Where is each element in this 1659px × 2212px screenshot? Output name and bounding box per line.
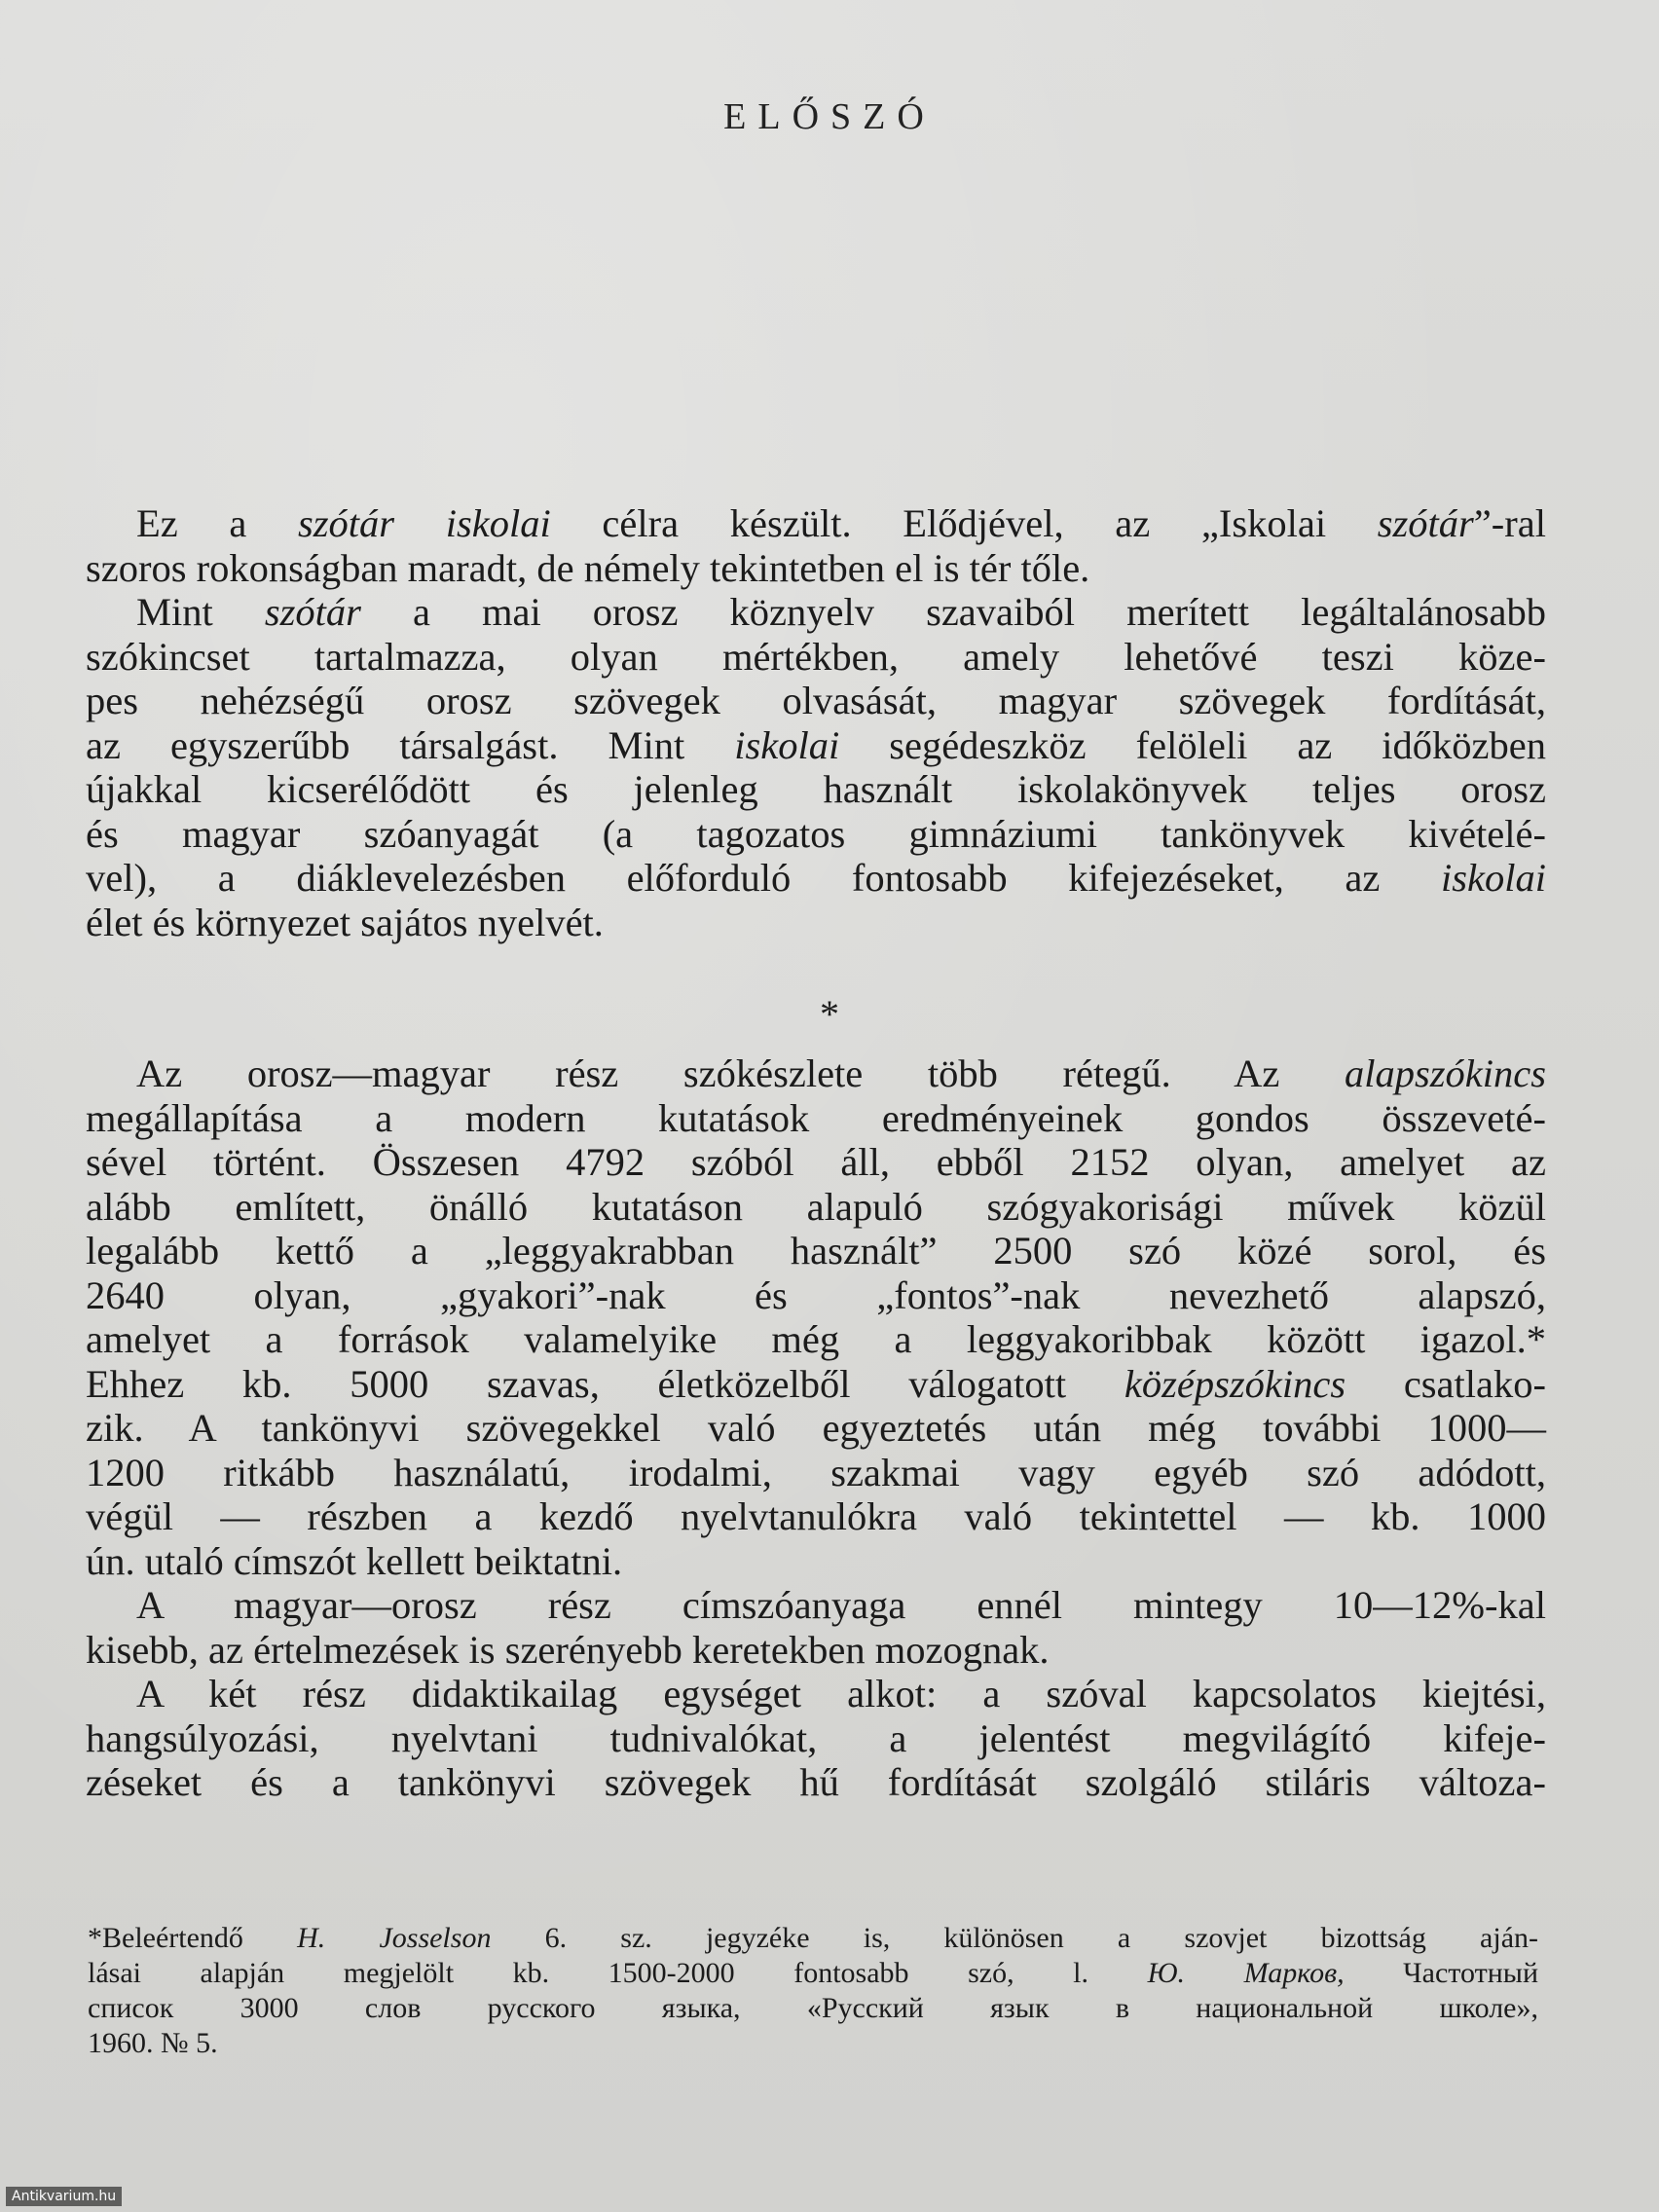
text-line: zéseket és a tankönyvi szövegek hű fordítását szolgáló stiláris változa- xyxy=(86,1760,1546,1804)
text-line: 1200 ritkább használatú, irodalmi, szakmai vagy egyéb szó adódott, xyxy=(86,1450,1546,1494)
text-line: Mint szótár a mai orosz köznyelv szavaiból merített legáltalánosabb xyxy=(136,590,1546,634)
text-line: A magyar—orosz rész címszóanyaga ennél mintegy 10—12%-kal xyxy=(136,1583,1546,1627)
text-line: 2640 olyan, „gyakori”-nak és „fontos”-nak nevezhető alapszó, xyxy=(86,1272,1546,1317)
italic-term: iskolai xyxy=(1441,856,1546,900)
text-line: újakkal kicserélődött és jelenleg használt iskolakönyvek teljes orosz xyxy=(86,767,1546,811)
text-line: legalább kettő a „leggyakrabban használt” 2500 szó közé sorol, és xyxy=(86,1229,1546,1272)
text-line: vel), a diáklevelezésben előforduló fontosabb kifejezéseket, az iskolai xyxy=(86,856,1546,900)
text-line: hangsúlyozási, nyelvtani tudnivalókat, a jelentést megvilágító kifeje- xyxy=(86,1715,1546,1760)
text-line: Ehhez kb. 5000 szavas, életközelből válogatott középszókincs csatlako- xyxy=(86,1361,1547,1406)
text-line: szoros rokonságban maradt, de némely tekintetben el is tér tőle. xyxy=(86,545,1090,590)
text-line: Ez a szótár iskolai célra készült. Elődjével, az „Iskolai szótár”-ral xyxy=(136,501,1546,545)
text-line: ún. utaló címszót kellett beiktatni. xyxy=(86,1538,623,1583)
italic-term: szótár xyxy=(264,590,361,634)
section-separator: * xyxy=(820,992,839,1036)
text-line: Az orosz—magyar rész szókészlete több rétegű. Az alapszókincs xyxy=(136,1051,1546,1095)
preface-paragraphs-2 xyxy=(86,1051,1546,1805)
watermark: Antikvarium.hu xyxy=(6,2187,122,2206)
text-line: végül — részben a kezdő nyelvtanulókra való tekintettel — kb. 1000 xyxy=(86,1494,1546,1538)
italic-term: alapszókincs xyxy=(1345,1051,1546,1095)
page-title: ELŐSZÓ xyxy=(723,96,936,137)
text-line: alább említett, önálló kutatáson alapuló szógyakorisági művek közül xyxy=(86,1184,1546,1229)
text-line: sével történt. Összesen 4792 szóból áll, ebből 2152 olyan, amelyet az xyxy=(86,1140,1546,1184)
text-line: élet és környezet sajátos nyelvét. xyxy=(86,900,604,944)
text-line: pes nehézségű orosz szövegek olvasását, magyar szövegek fordítását, xyxy=(86,679,1546,722)
footnote-line: lásai alapján megjelölt kb. 1500-2000 fontosabb szó, l. Ю. Марков, Частотный xyxy=(88,1957,1539,1989)
text-line: zik. A tankönyvi szövegekkel való egyeztetés után még további 1000— xyxy=(86,1406,1546,1450)
text-line: szókincset tartalmazza, olyan mértékben, amely lehetővé teszi köze- xyxy=(86,634,1546,679)
italic-term: középszókincs xyxy=(1124,1361,1346,1406)
text-line: kisebb, az értelmezések is szerényebb keretekben mozognak. xyxy=(86,1627,1050,1672)
italic-term: iskolai xyxy=(734,722,840,767)
italic-term: Ю. Марков, xyxy=(1147,1957,1345,1989)
italic-term: szótár xyxy=(298,501,395,545)
text-line: megállapítása a modern kutatások eredményeinek gondos összeveté- xyxy=(86,1095,1546,1140)
italic-term: H. Josselson xyxy=(297,1922,492,1954)
preface-paragraphs-1 xyxy=(86,501,1546,944)
italic-term: szótár xyxy=(1377,501,1474,545)
footnote-line: *Beleértendő H. Josselson 6. sz. jegyzéke is, különösen a szovjet bizottság aján- xyxy=(88,1922,1539,1954)
text-line: és magyar szóanyagát (a tagozatos gimnáziumi tankönyvek kivételé- xyxy=(86,811,1546,856)
text-line: A két rész didaktikailag egységet alkot: a szóval kapcsolatos kiejtési, xyxy=(136,1672,1546,1715)
footnote xyxy=(88,1921,1538,2061)
footnote-line: список 3000 слов русского языка, «Русский язык в национальной школе», xyxy=(88,1992,1538,2024)
italic-term: iskolai xyxy=(445,501,551,545)
footnote-line: 1960. № 5. xyxy=(88,2027,218,2059)
text-line: amelyet a források valamelyike még a leggyakoribbak között igazol.* xyxy=(86,1317,1546,1361)
text-line: az egyszerűbb társalgást. Mint iskolai segédeszköz felöleli az időközben xyxy=(86,722,1546,767)
